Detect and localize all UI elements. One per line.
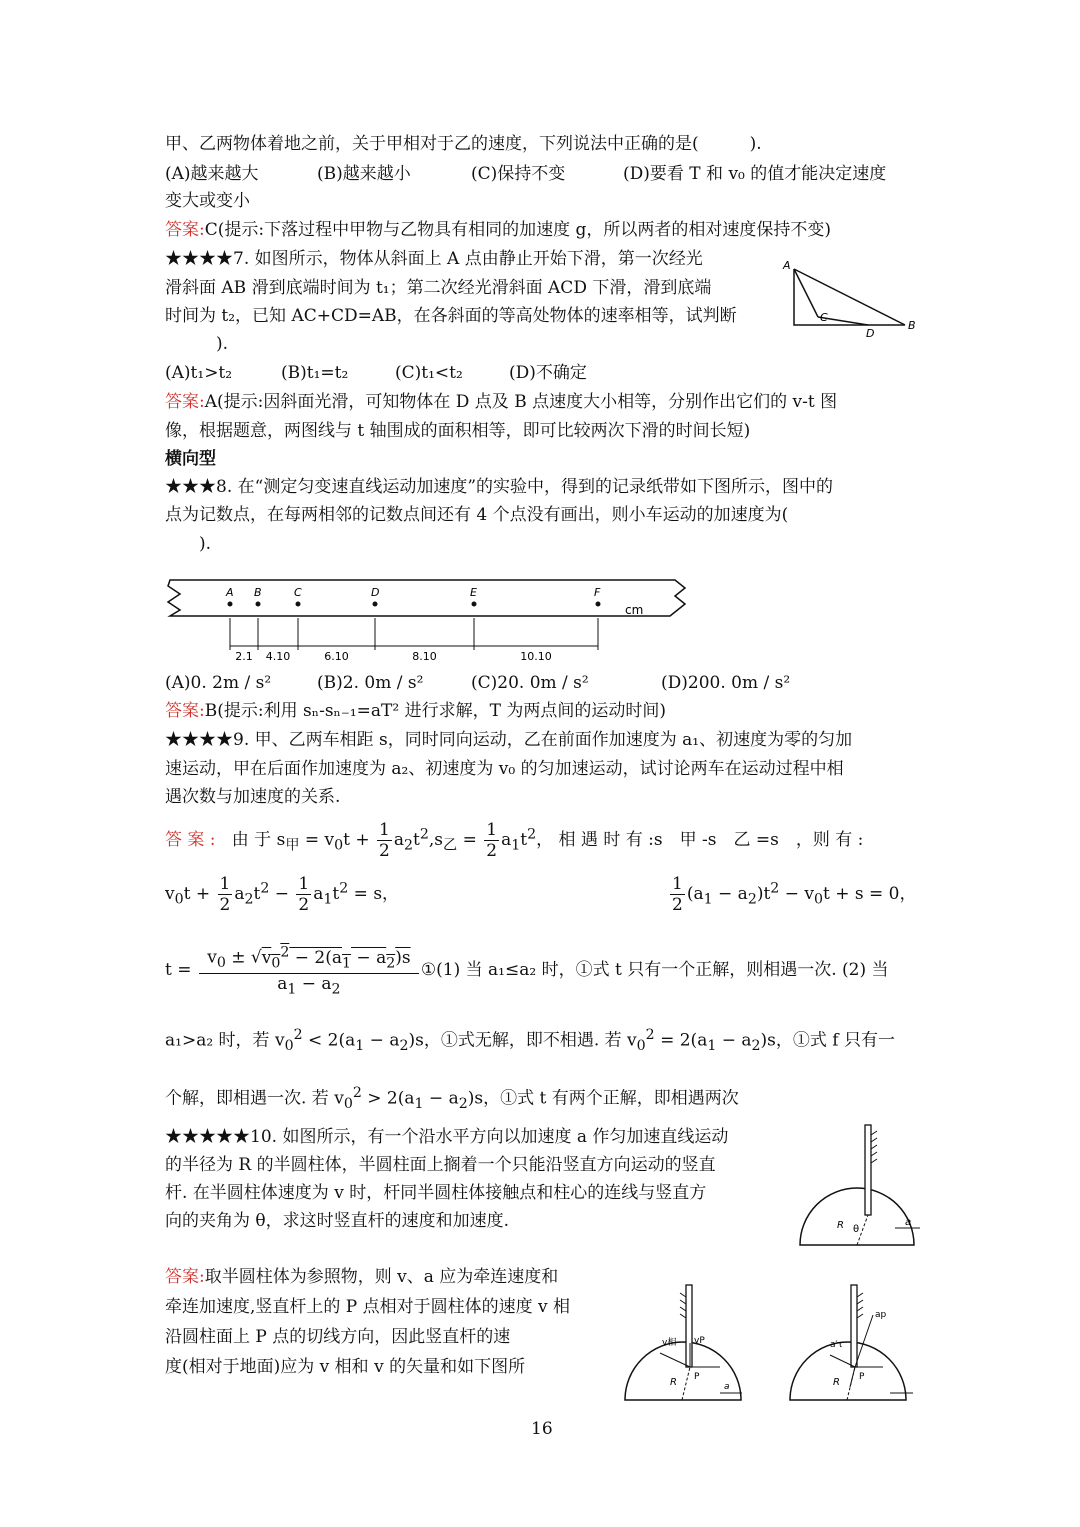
q6-option-a: (A)越来越大 (165, 164, 259, 184)
q8-option-c: (C)20. 0m / s² (471, 673, 589, 693)
tape-unit: cm (625, 603, 644, 617)
svg-text:P: P (859, 1372, 865, 1382)
label-d: D (866, 327, 875, 340)
tape-gap-label: 10.10 (520, 650, 552, 663)
tape-dot (228, 602, 233, 607)
svg-text:θ: θ (853, 1224, 860, 1235)
svg-text:P: P (694, 1372, 700, 1382)
tape-point-label: D (371, 586, 380, 599)
q9-line1: ★★★★9. 甲、乙两车相距 s，同时同向运动，乙在前面作加速度为 a₁、初速度为零的匀加 (165, 730, 853, 750)
q7-options (165, 362, 685, 384)
svg-text:R: R (670, 1377, 677, 1388)
ans-meet: 相 遇 时 有 :s 甲 -s 乙 =s ，则 有 : (558, 830, 864, 850)
tape-gap-label: 4.10 (265, 650, 291, 663)
tape-gap-label: 8.10 (412, 650, 437, 663)
svg-text:ap: ap (875, 1310, 887, 1320)
q8-options (165, 672, 865, 694)
q10-answer-line4: 度(相对于地面)应为 v 相和 v 的矢量和如下图所 (165, 1357, 526, 1377)
q7-line2: 滑斜面 AB 滑到底端时间为 t₁；第二次经光滑斜面 ACD 下滑，滑到底端 (165, 278, 712, 298)
svg-text:R: R (833, 1377, 840, 1388)
q10-line2: 的半径为 R 的半圆柱体，半圆柱面上搁着一个只能沿竖直方向运动的竖直 (165, 1155, 716, 1175)
q9-answer-line1: 答 案 : 由 于 $s_甲 = v_0t$ + $\frac{1}{2}$ $a_2t^2,s_乙$ = $\frac{1}{2}$ $a_1t^2$， 相 遇 时 有 :s 甲 -s 乙 =s ，则 有 : (165, 820, 864, 861)
q7-option-c: (C)t₁<t₂ (395, 363, 463, 383)
q7-option-a: (A)t₁>t₂ (165, 363, 233, 383)
q10-answer-line3: 沿圆柱面上 P 点的切线方向，因此竖直杆的速 (165, 1327, 511, 1347)
q7-option-b: (B)t₁=t₂ (281, 363, 349, 383)
svg-text:a′τ: a′τ (830, 1340, 843, 1350)
case3a: 个解，即相遇一次. 若 (165, 1088, 329, 1109)
answer-label: 答 案 : (165, 830, 216, 850)
q9-line3: 遇次数与加速度的关系. (165, 787, 341, 807)
q7-line1: ★★★★7. 如图所示，物体从斜面上 A 点由静止开始下滑，第一次经光 (165, 249, 703, 269)
svg-text:a: a (724, 1382, 730, 1392)
q8-answer (165, 700, 666, 722)
q9-case2: a₁>a₂ 时，若 $v_0^2 < 2(a_1 - a_2)s$，①式无解，即不相遇. 若 $v_0^2 = 2(a_1 - a_2)s$，①式 f 只有一 (165, 1027, 896, 1055)
answer-text: B(提示:利用 sₙ-sₙ₋₁=aT² 进行求解，T 为两点间的运动时间) (204, 701, 666, 721)
q9-line2: 速运动，甲在后面作加速度为 a₂、初速度为 v₀ 的匀加速运动，试讨论两车在运动过程中相 (165, 759, 844, 779)
q10-line1: ★★★★★10. 如图所示，有一个沿水平方向以加速度 a 作匀加速直线运动 (165, 1127, 729, 1147)
tape-figure (160, 570, 700, 665)
q9-case1: ①(1) 当 a₁≤a₂ 时，①式 t 只有一个正解，则相遇一次. (2) 当 (420, 960, 889, 981)
q8-line3: ). (165, 534, 212, 554)
svg-text:a: a (905, 1217, 912, 1228)
svg-text:vP: vP (694, 1336, 705, 1346)
case3b: ，①式 t 有两个正解，即相遇两次 (483, 1088, 739, 1109)
tape-gap-label: 6.10 (324, 650, 349, 663)
q9-eq3: t = $\frac{v_0 \pm √v_0^2 - 2(a_1 - a_2)s}{a_1 - a_2}$ ①(1) 当 a₁≤a₂ 时，①式 t 只有一个正解，则相遇一次. (2) 当 (165, 944, 889, 998)
tape-point-label: A (226, 586, 234, 599)
q7-answer (165, 391, 837, 413)
q7-answer-line2: 像，根据题意，两图线与 t 轴围成的面积相等，即可比较两次下滑的时间长短) (165, 421, 751, 441)
page-number: 16 (531, 1419, 553, 1439)
q10-line4: 向的夹角为 θ，求这时竖直杆的速度和加速度. (165, 1211, 510, 1231)
tape-point-label: C (294, 586, 302, 599)
q6-answer (165, 219, 831, 241)
label-a: A (783, 259, 791, 272)
case2b: ，①式无解，即不相遇. 若 (423, 1030, 622, 1051)
tape-point-label: F (594, 586, 601, 599)
tape-point-label: B (254, 586, 262, 599)
q9-eq2: $\frac{1}{2}$ $(a_1 - a_2)t^2 - v_0t + s = 0$， (672, 874, 917, 915)
half-cylinder-figure (795, 1120, 925, 1255)
label-b: B (908, 319, 916, 332)
q10-line3: 杆. 在半圆柱体速度为 v 时，杆同半圆柱体接触点和柱心的连线与竖直方 (165, 1183, 707, 1203)
q8-option-a: (A)0. 2m / s² (165, 673, 272, 693)
q8-line1: ★★★8. 在“测定匀变速直线运动加速度”的实验中，得到的记录纸带如下图所示，图中的 (165, 477, 834, 497)
answer-label: 答案: (165, 220, 205, 240)
q7-option-d: (D)不确定 (509, 363, 587, 383)
label-c: C (820, 311, 828, 324)
q8-option-d: (D)200. 0m / s² (661, 673, 791, 693)
q8-option-b: (B)2. 0m / s² (317, 673, 424, 693)
answer-label: 答案: (165, 1267, 205, 1287)
tape-gap-label: 2.1 (235, 650, 253, 663)
q6-option-c: (C)保持不变 (471, 164, 566, 184)
q8-line2: 点为记数点，在每两相邻的记数点间还有 4 个点没有画出，则小车运动的加速度为( (165, 505, 789, 525)
ans-intro: 由 于 (231, 830, 272, 850)
answer-label: 答案: (165, 701, 205, 721)
answer-text-1: 取半圆柱体为参照物，则 v、a 应为牵连速度和 (204, 1267, 559, 1287)
tape-dot (296, 602, 301, 607)
q10-answer-line2: 牵连加速度,竖直杆上的 P 点相对于圆柱体的速度 v 相 (165, 1297, 571, 1317)
q6-option-b: (B)越来越小 (317, 164, 411, 184)
tape-dot (596, 602, 601, 607)
q6-options (165, 163, 925, 185)
answer-text-1: A(提示:因斜面光滑，可知物体在 D 点及 B 点速度大小相等，分别作出它们的 v-t 图 (204, 392, 838, 412)
tape-dot (472, 602, 477, 607)
incline-figure (780, 255, 920, 340)
q9-eq1: $v_0t$ + $\frac{1}{2}$ $a_2t^2$ − $\frac{1}{2}$ $a_1t^2 = s$， (165, 874, 400, 915)
tape-dot (256, 602, 261, 607)
svg-text:R: R (837, 1220, 844, 1231)
tape-point-label: E (470, 586, 477, 599)
tape-dot (373, 602, 378, 607)
q9-case3: 个解，即相遇一次. 若 $v_0^2 > 2(a_1 - a_2)s$，①式 t 有两个正解，即相遇两次 (165, 1085, 739, 1113)
q7-line3: 时间为 t₂，已知 AC+CD=AB，在各斜面的等高处物体的速率相等，试判断 (165, 306, 737, 326)
q10-answer (165, 1266, 558, 1288)
section-title: 横向型 (165, 449, 216, 469)
acceleration-diagram (785, 1275, 920, 1410)
q6-option-d: (D)要看 T 和 v₀ 的值才能决定速度 (623, 164, 887, 184)
svg-text:v相: v相 (662, 1338, 677, 1348)
q7-line4: ). (165, 334, 229, 354)
answer-label: 答案: (165, 392, 205, 412)
case2c: ，①式 f 只有一 (775, 1030, 896, 1051)
q6-stem: 甲、乙两物体着地之前，关于甲相对于乙的速度，下列说法中正确的是( ). (165, 134, 762, 154)
answer-text: C(提示:下落过程中甲物与乙物具有相同的加速度 g，所以两者的相对速度保持不变) (204, 220, 832, 240)
q6-option-d-cont: 变大或变小 (165, 191, 250, 211)
case2a: a₁>a₂ 时，若 (165, 1030, 270, 1051)
velocity-diagram (620, 1275, 745, 1410)
